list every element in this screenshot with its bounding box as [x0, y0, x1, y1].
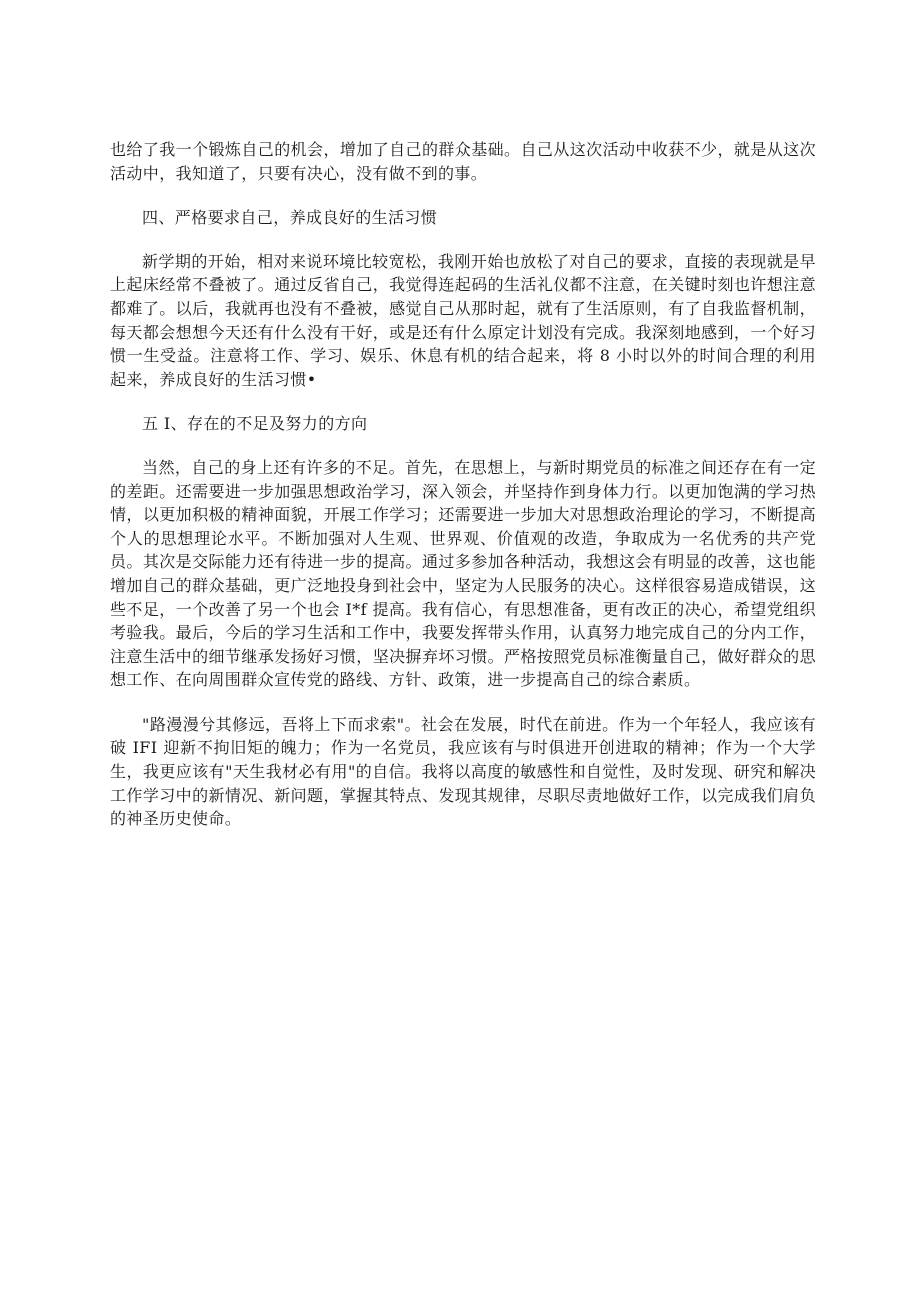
paragraph-spacer — [110, 436, 816, 456]
paragraph-spacer — [110, 230, 816, 250]
section-heading-four: 四、严格要求自己，养成良好的生活习惯 — [142, 208, 438, 228]
paragraph-conclusion: "路漫漫兮其修远，吾将上下而求索"。社会在发展，时代在前进。作为一个年轻人，我应该有破 IFI 迎新不拘旧矩的魄力；作为一名党员，我应该有与时俱进开创进取的精神；作为一个大学生，我更应该有"天生我材必有用"的自信。我将以高度的敏感性和自觉性，及时发现、研究和解决工作学习中的新情况、新问题，掌握其特点、发现其规律，尽职尽责地做好工作，以完成我们肩负的神圣历史使命。 — [110, 714, 816, 829]
paragraph-habits: 新学期的开始，相对来说环境比较宽松，我刚开始也放松了对自己的要求，直接的表现就是早上起床经常不叠被了。通过反省自己，我觉得连起码的生活礼仪都不注意，在关键时刻也许想注意都难了。以后，我就再也没有不叠被，感觉自己从那时起，就有了生活原则，有了自我监督机制，每天都会想想今天还有什么没有干好，或是还有什么原定计划没有完成。我深刻地感到，一个好习惯一生受益。注意将工作、学习、娱乐、休息有机的结合起来，将 8 小时以外的时间合理的利用起来，养成良好的生活习惯• — [110, 251, 816, 389]
section-heading-five: 五 I、存在的不足及努力的方向 — [142, 414, 368, 434]
paragraph-continuation: 也给了我一个锻炼自己的机会，增加了自己的群众基础。自己从这次活动中收获不少，就是从这次活动中，我知道了，只要有决心，没有做不到的事。 — [110, 140, 816, 183]
paragraph-spacer — [110, 391, 816, 412]
paragraph-spacer — [110, 185, 816, 206]
paragraph-shortcomings: 当然，自己的身上还有许多的不足。首先，在思想上，与新时期党员的标准之间还存在有一定的差距。还需要进一步加强思想政治学习，深入领会，并坚持作到身体力行。以更加饱满的学习热情，以更加积极的精神面貌，开展工作学习；还需要进一步加大对思想政治理论的学习，不断提高个人的思想理论水平。不断加强对人生观、世界观、价值观的改造，争取成为一名优秀的共产党员。其次是交际能力还有待进一步的提高。通过多参加各种活动，我想这会有明显的改善，这也能增加自己的群众基础，更广泛地投身到社会中，坚定为人民服务的决心。这样很容易造成错误，这些不足，一个改善了另一个也会 I*f 提高。我有信心，有思想准备，更有改正的决心，希望党组织考验我。最后，今后的学习生活和工作中，我要发挥带头作用，认真努力地完成自己的分内工作，注意生活中的细节继承发扬好习惯，坚决摒弃坏习惯。严格按照党员标准衡量自己，做好群众的思想工作、在向周围群众宣传党的路线、方针、政策，进一步提高自己的综合素质。 — [110, 457, 816, 690]
paragraph-spacer — [110, 692, 816, 713]
document-body — [110, 138, 816, 831]
